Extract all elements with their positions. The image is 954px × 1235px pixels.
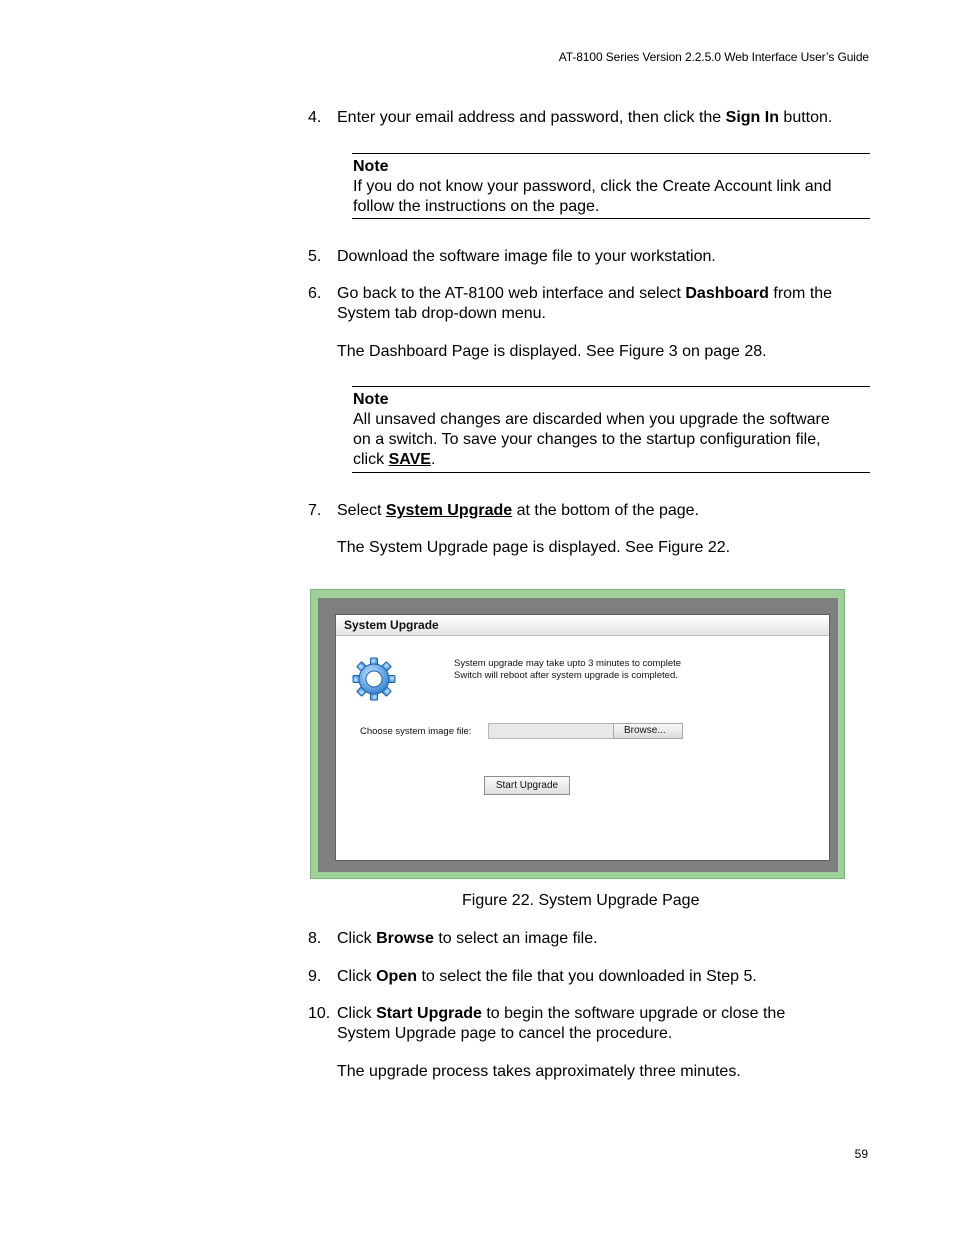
image-file-input[interactable] xyxy=(488,723,614,739)
step-number: 7. xyxy=(308,502,322,519)
step-8-text: Click Browse to select an image file. xyxy=(337,930,598,947)
choose-file-label: Choose system image file: xyxy=(360,726,472,737)
browse-button[interactable]: Browse... xyxy=(613,723,683,739)
step-number: 5. xyxy=(308,248,322,265)
step-9-text: Click Open to select the file that you downloaded in Step 5. xyxy=(337,968,757,985)
step-4-text: Enter your email address and password, then click the Sign In button. xyxy=(337,109,833,126)
note-box-password: Note If you do not know your password, click the Create Account link and follow the instructions on the page. xyxy=(352,153,870,219)
step-number: 8. xyxy=(308,930,322,947)
step-6-text: Go back to the AT-8100 web interface and select Dashboard from the System tab drop-down menu. xyxy=(337,285,833,322)
sign-in-term: Sign In xyxy=(725,109,779,126)
running-header: AT-8100 Series Version 2.2.5.0 Web Interface User’s Guide xyxy=(558,50,869,64)
step-5-text: Download the software image file to your workstation. xyxy=(337,248,716,265)
gear-icon xyxy=(352,657,396,701)
browse-term: Browse xyxy=(376,930,434,947)
step-6-result: The Dashboard Page is displayed. See Figure 3 on page 28. xyxy=(337,343,767,360)
upgrade-message: System upgrade may take upto 3 minutes to complete Switch will reboot after system upgrade is completed. xyxy=(454,658,682,681)
page-number: 59 xyxy=(854,1147,868,1161)
step-7-result: The System Upgrade page is displayed. See Figure 22. xyxy=(337,539,731,556)
system-upgrade-panel xyxy=(335,614,830,861)
save-link[interactable]: SAVE xyxy=(388,451,431,468)
step-number: 9. xyxy=(308,968,322,985)
start-upgrade-term: Start Upgrade xyxy=(376,1005,482,1022)
system-upgrade-screenshot xyxy=(310,589,845,879)
screenshot-frame xyxy=(318,598,838,872)
note-box-unsaved: Note All unsaved changes are discarded when you upgrade the software on a switch. To save your changes to the startup configuration file, click SAVE. xyxy=(352,386,870,473)
step-number: 10. xyxy=(308,1005,331,1022)
note-title: Note xyxy=(353,391,389,408)
step-10-text: Click Start Upgrade to begin the software upgrade or close the System Upgrade page to cancel the procedure. xyxy=(337,1005,786,1042)
step-10-result: The upgrade process takes approximately three minutes. xyxy=(337,1063,741,1080)
step-number: 6. xyxy=(308,285,322,302)
step-number: 4. xyxy=(308,109,322,126)
dashboard-term: Dashboard xyxy=(685,285,769,302)
panel-title: System Upgrade xyxy=(336,615,829,636)
open-term: Open xyxy=(376,968,417,985)
figure-caption: Figure 22. System Upgrade Page xyxy=(462,892,700,909)
note-title: Note xyxy=(353,158,389,175)
start-upgrade-button[interactable]: Start Upgrade xyxy=(484,776,570,795)
system-upgrade-link[interactable]: System Upgrade xyxy=(385,502,513,519)
step-7-text: Select System Upgrade at the bottom of the page. xyxy=(337,502,699,519)
